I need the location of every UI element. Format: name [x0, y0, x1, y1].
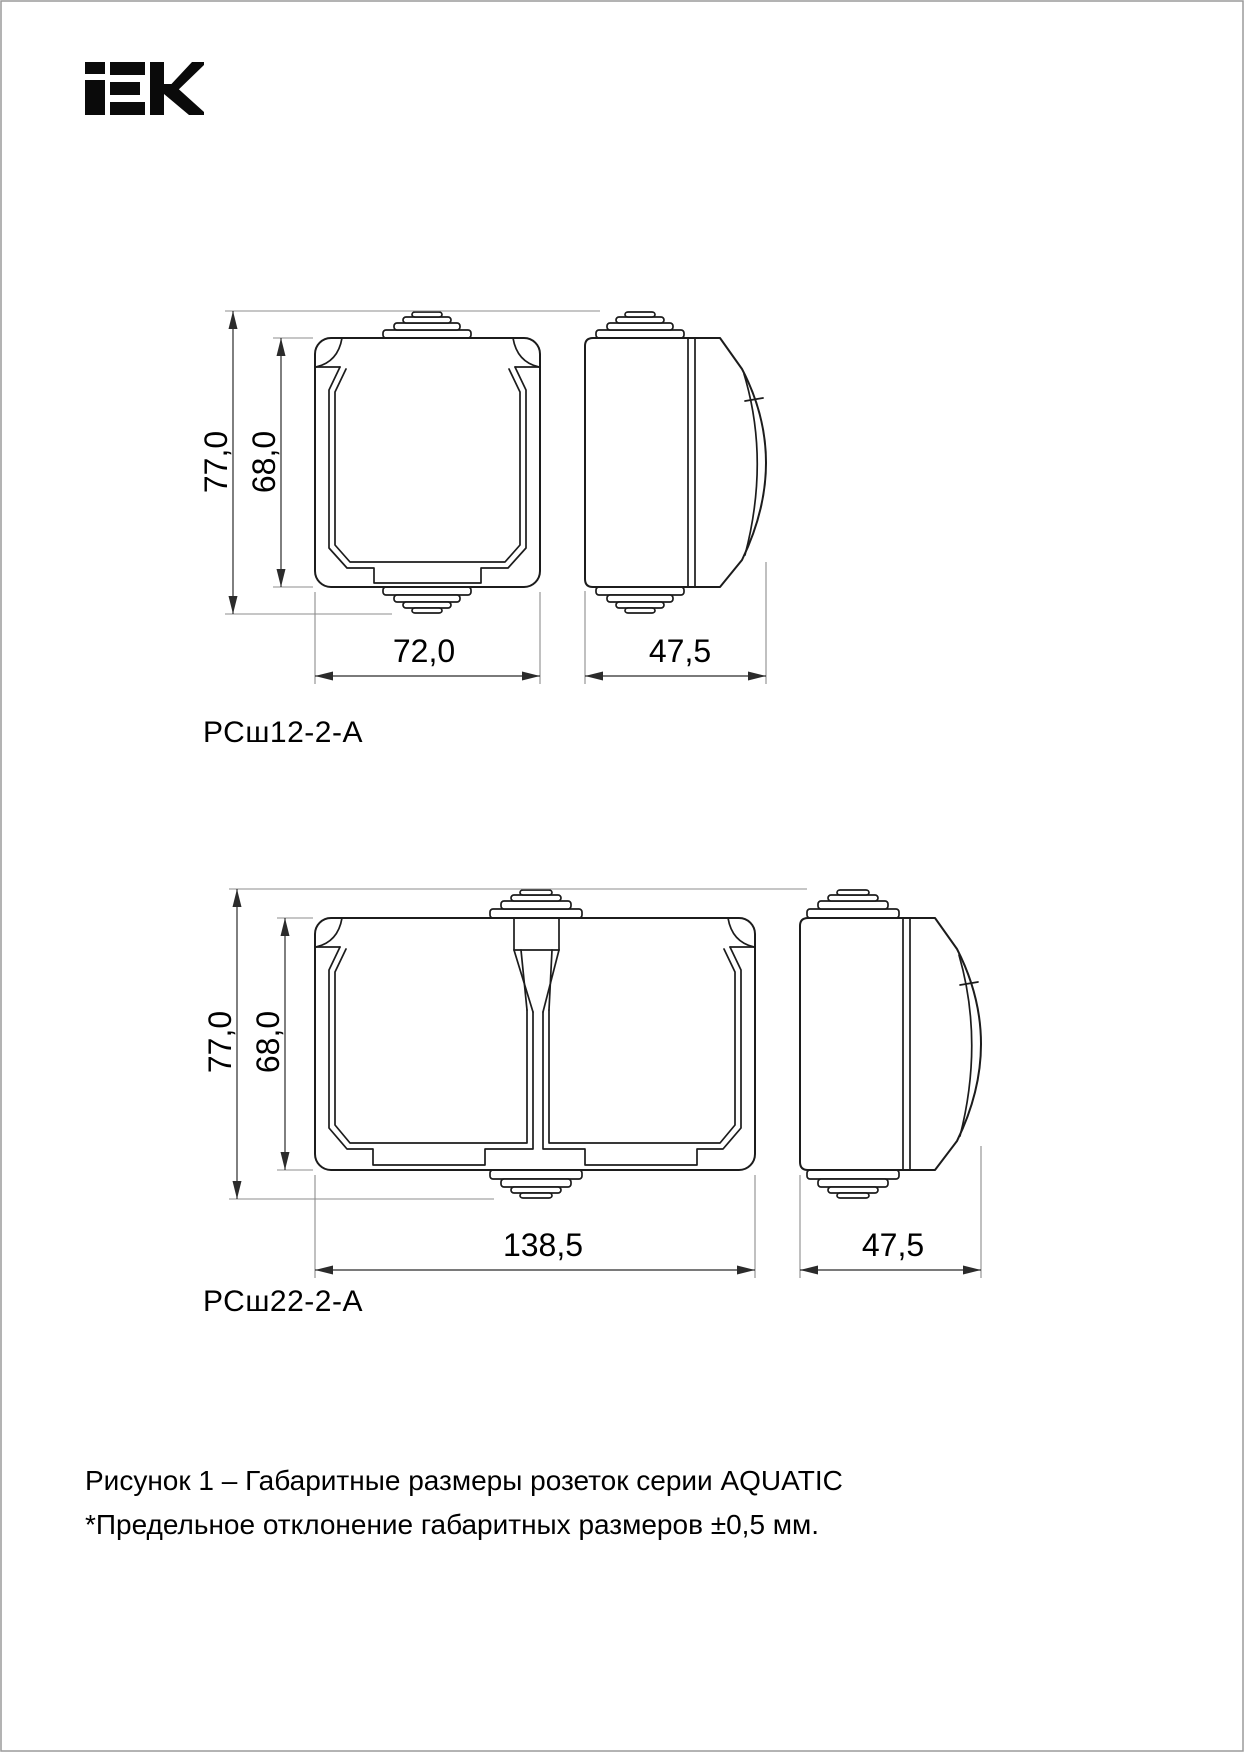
- logo-i-dot: [85, 62, 105, 74]
- logo-e-top-bar: [110, 62, 145, 75]
- gland-step: [490, 1170, 582, 1179]
- gland-step: [394, 595, 460, 602]
- gland-step: [383, 330, 471, 338]
- arrowhead-left: [585, 672, 603, 681]
- enclosure-outline: [315, 918, 755, 1170]
- gland-step: [403, 317, 451, 323]
- gland-step: [818, 901, 888, 909]
- figure-note-line2: *Предельное отклонение габаритных размеров ±0,5 мм.: [85, 1509, 820, 1540]
- gland-step: [511, 1187, 561, 1193]
- logo-e-mid-bar: [110, 82, 140, 95]
- arrowhead-up: [233, 889, 242, 907]
- arrowhead-down: [277, 569, 286, 587]
- figure2-side-view: [800, 918, 981, 1170]
- gland-step: [807, 909, 899, 918]
- gland-step: [412, 608, 442, 613]
- figure2-front-view: [315, 918, 755, 1170]
- dimension-fig2-height-box: [250, 918, 313, 1170]
- cable-gland: [383, 587, 471, 613]
- gland-step: [383, 587, 471, 595]
- arrowhead-up: [229, 311, 238, 329]
- dimension-label: 47,5: [648, 633, 712, 669]
- gland-step: [412, 312, 442, 317]
- arrowhead-down: [229, 596, 238, 614]
- cable-gland: [383, 312, 471, 338]
- gland-step: [596, 330, 684, 338]
- dimension-label: 47,5: [861, 1227, 925, 1263]
- gland-step: [607, 595, 673, 602]
- figure2-caption: РСш22-2-А: [203, 1285, 363, 1318]
- gland-step: [616, 317, 664, 323]
- iek-logo: [85, 62, 204, 115]
- logo-k-lower-arm: [164, 84, 204, 115]
- arrowhead-down: [281, 1152, 290, 1170]
- gland-step: [828, 895, 878, 901]
- figure1-side-view: [585, 338, 766, 587]
- gland-step: [394, 323, 460, 330]
- gland-step: [828, 1187, 878, 1193]
- cable-gland: [596, 587, 684, 613]
- gland-step: [403, 602, 451, 608]
- arrowhead-left: [800, 1266, 818, 1275]
- cable-gland: [490, 890, 582, 918]
- gland-step: [818, 1179, 888, 1187]
- arrowhead-left: [315, 1266, 333, 1275]
- logo-i-stem: [85, 80, 105, 115]
- enclosure-outline: [800, 918, 981, 1170]
- gland-step: [520, 890, 552, 895]
- arrowhead-right: [522, 672, 540, 681]
- arrowhead-right: [748, 672, 766, 681]
- arrowhead-up: [277, 338, 286, 356]
- figure1-caption: РСш12-2-А: [203, 716, 363, 749]
- gland-step: [607, 323, 673, 330]
- cable-gland: [807, 890, 899, 918]
- gland-step: [520, 1193, 552, 1198]
- arrowhead-left: [315, 672, 333, 681]
- gland-step: [625, 312, 655, 317]
- dimension-label: 77,0: [198, 430, 234, 494]
- dimension-label: 72,0: [392, 633, 456, 669]
- cable-gland: [596, 312, 684, 338]
- logo-e-bottom-bar: [110, 102, 145, 115]
- dimension-label: 68,0: [250, 1010, 286, 1074]
- gland-step: [837, 1193, 869, 1198]
- logo-k-stem: [150, 62, 164, 115]
- arrowhead-right: [963, 1266, 981, 1275]
- dimension-label: 77,0: [202, 1010, 238, 1074]
- gland-step: [501, 1179, 571, 1187]
- arrowhead-right: [737, 1266, 755, 1275]
- gland-step: [511, 895, 561, 901]
- arrowhead-down: [233, 1181, 242, 1199]
- cable-gland: [807, 1170, 899, 1198]
- gland-step: [490, 909, 582, 918]
- gland-step: [501, 901, 571, 909]
- gland-step: [596, 587, 684, 595]
- gland-step: [616, 602, 664, 608]
- dimension-label: 68,0: [246, 430, 282, 494]
- gland-step: [625, 608, 655, 613]
- figure-note-line1: Рисунок 1 – Габаритные размеры розеток серии AQUATIC: [85, 1465, 843, 1496]
- figure1-front-view: [315, 338, 540, 587]
- gland-step: [807, 1170, 899, 1179]
- arrowhead-up: [281, 918, 290, 936]
- enclosure-outline: [315, 338, 540, 587]
- dimension-label: 138,5: [502, 1227, 584, 1263]
- dimension-fig1-height-box: [246, 338, 313, 587]
- cable-gland: [490, 1170, 582, 1198]
- gland-step: [837, 890, 869, 895]
- enclosure-outline: [585, 338, 766, 587]
